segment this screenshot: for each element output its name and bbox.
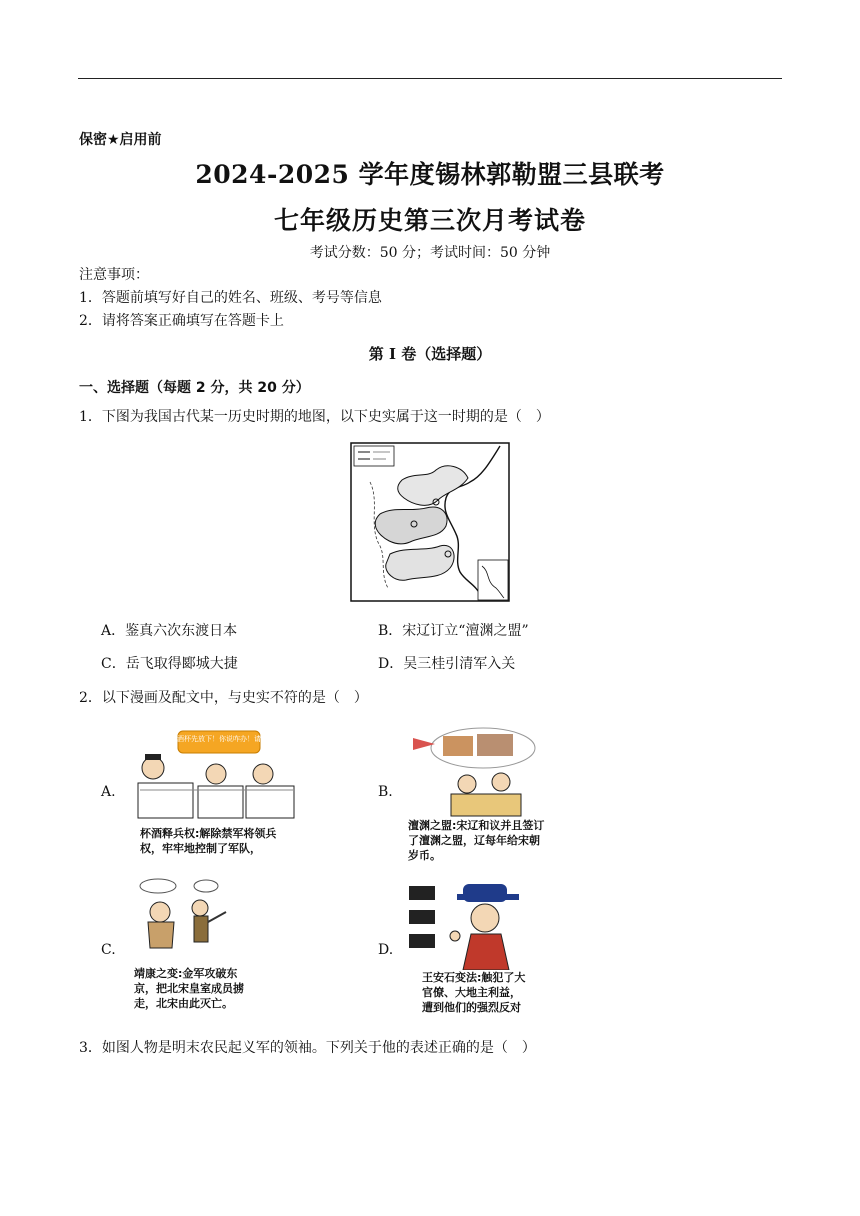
q1-option-d[interactable]: D．吴三桂引清军入关 bbox=[378, 656, 516, 672]
part-heading: 一、选择题（每题 2 分，共 20 分） bbox=[79, 380, 310, 396]
note-item-1: 1．答题前填写好自己的姓名、班级、考号等信息 bbox=[79, 290, 382, 306]
cartoon-c-image bbox=[130, 876, 230, 956]
q2-label-d[interactable]: D. bbox=[378, 942, 394, 958]
secret-label: 保密★启用前 bbox=[79, 132, 162, 148]
top-rule bbox=[78, 78, 782, 79]
q1-stem: 1．下图为我国古代某一历史时期的地图，以下史实属于这一时期的是（ ） bbox=[79, 409, 550, 425]
cartoon-d-image bbox=[405, 880, 535, 970]
q1-option-a[interactable]: A．鉴真六次东渡日本 bbox=[101, 623, 238, 639]
exam-title-line1: 2024-2025 学年度锡林郭勒盟三县联考 bbox=[195, 160, 665, 189]
map-image bbox=[350, 442, 510, 602]
q1-option-c[interactable]: C．岳飞取得郾城大捷 bbox=[101, 656, 238, 672]
q1-option-b[interactable]: B．宋辽订立“澶渊之盟” bbox=[378, 623, 529, 639]
q2-label-a[interactable]: A. bbox=[101, 784, 116, 800]
q3-stem: 3．如图人物是明末农民起义军的领袖。下列关于他的表述正确的是（ ） bbox=[79, 1040, 536, 1056]
caption-d: 王安石变法:触犯了大官僚、大地主利益，遭到他们的强烈反对 bbox=[422, 971, 526, 1014]
q2-stem: 2．以下漫画及配文中，与史实不符的是（ ） bbox=[79, 690, 368, 706]
cartoon-b-image bbox=[405, 724, 537, 819]
cartoon-a-image bbox=[128, 728, 298, 823]
caption-a: 杯酒释兵权:解除禁军将领兵权，牢牢地控制了军队， bbox=[140, 827, 277, 855]
exam-info: 考试分数：50 分；考试时间：50 分钟 bbox=[309, 245, 551, 261]
caption-b: 澶渊之盟:宋辽和议并且签订了澶渊之盟，辽每年给宋朝岁币。 bbox=[408, 819, 545, 862]
q2-label-c[interactable]: C. bbox=[101, 942, 116, 958]
section-title: 第 I 卷（选择题） bbox=[368, 345, 492, 363]
q2-label-b[interactable]: B. bbox=[378, 784, 393, 800]
cartoon-a-bubble-text: 大哥！酒杯先放下！你说咋办！请示办！ bbox=[156, 735, 282, 743]
notes-heading: 注意事项： bbox=[79, 267, 149, 283]
note-item-2: 2．请将答案正确填写在答题卡上 bbox=[79, 313, 284, 329]
caption-c: 靖康之变:金军攻破东京，把北宋皇室成员掳走，北宋由此灭亡。 bbox=[134, 967, 244, 1010]
exam-title-line2: 七年级历史第三次月考试卷 bbox=[273, 206, 586, 235]
